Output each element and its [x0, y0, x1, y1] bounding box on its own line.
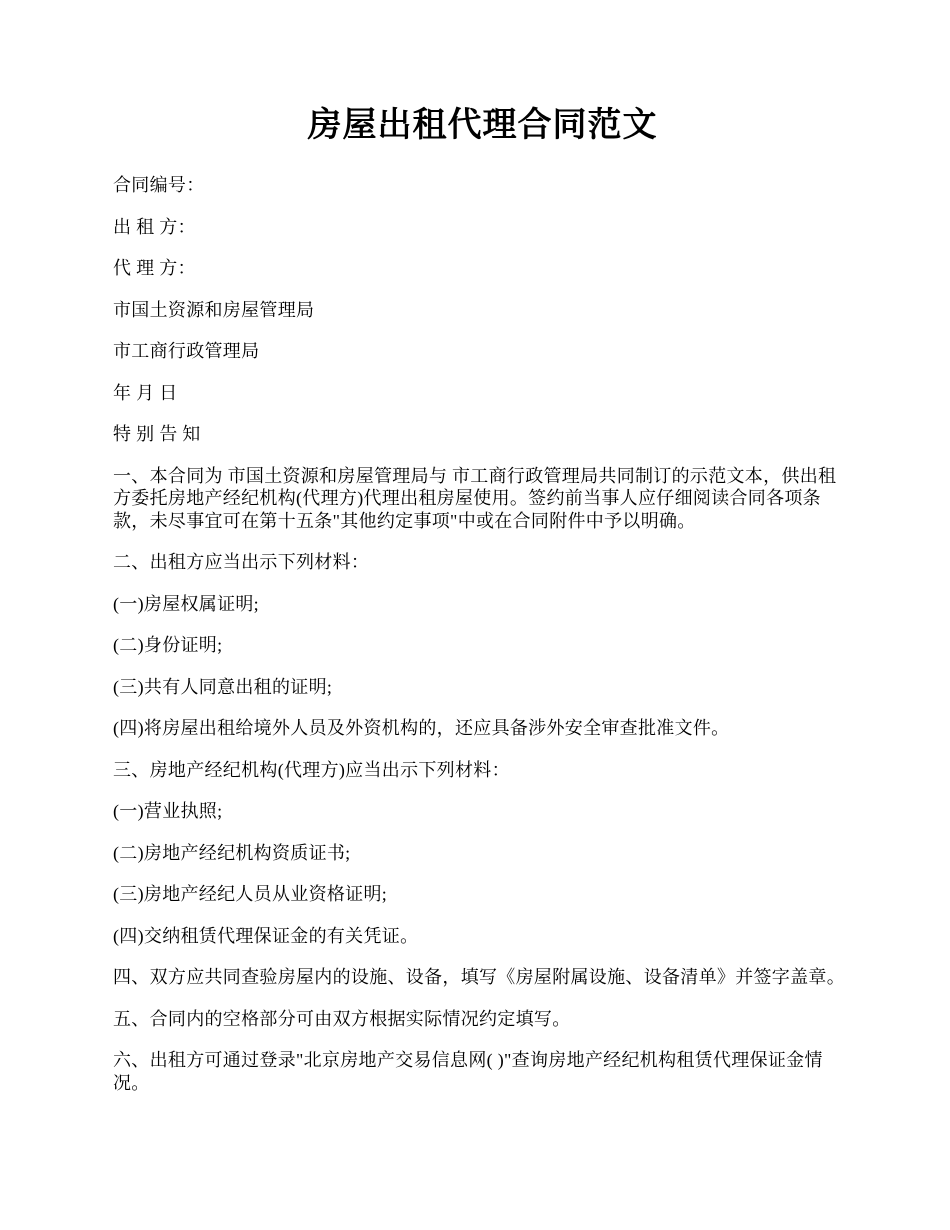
paragraph: 市工商行政管理局	[113, 341, 260, 361]
paragraph: 市国土资源和房屋管理局	[113, 299, 315, 320]
paragraph: 一、本合同为 市国土资源和房屋管理局与 市工商行政管理局共同制订的示范文本，供出租方委托房地产经纪机构(代理方)代理出租房屋使用。签约前当事人应仔细阅读合同各项条款，未尽事宜可在第十五条"其他约定事项"中或在合同附件中予以明确。	[113, 465, 837, 531]
paragraph: 六、出租方可通过登录"北京房地产交易信息网( )"查询房地产经纪机构租赁代理保证金情况。	[113, 1050, 823, 1093]
paragraph: (二)房地产经纪机构资质证书;	[113, 842, 351, 863]
paragraph: 出 租 方：	[113, 216, 196, 237]
paragraph: 代 理 方：	[113, 258, 196, 278]
paragraph: 二、出租方应当出示下列材料：	[113, 552, 370, 572]
paragraph: 三、房地产经纪机构(代理方)应当出示下列材料：	[113, 759, 510, 780]
paragraph: 合同编号：	[113, 175, 205, 195]
paragraph: (二)身份证明;	[113, 635, 223, 655]
paragraph: 年 月 日	[113, 382, 178, 403]
paragraph: 四、双方应共同查验房屋内的设施、设备，填写《房屋附属设施、设备清单》并签字盖章。	[113, 967, 845, 987]
paragraph: (四)交纳租赁代理保证金的有关凭证。	[113, 925, 419, 946]
document-title: 房屋出租代理合同范文	[307, 107, 658, 144]
paragraph: (四)将房屋出租给境外人员及外资机构的，还应具备涉外安全审查批准文件。	[113, 718, 730, 738]
document-body	[113, 174, 852, 1094]
paragraph: (一)营业执照;	[113, 801, 223, 821]
paragraph: 五、合同内的空格部分可由双方根据实际情况约定填写。	[113, 1008, 571, 1029]
paragraph: (三)共有人同意出租的证明;	[113, 676, 333, 697]
paragraph: (一)房屋权属证明;	[113, 593, 259, 614]
paragraph: 特 别 告 知	[113, 424, 201, 444]
paragraph: (三)房地产经纪人员从业资格证明;	[113, 884, 388, 904]
